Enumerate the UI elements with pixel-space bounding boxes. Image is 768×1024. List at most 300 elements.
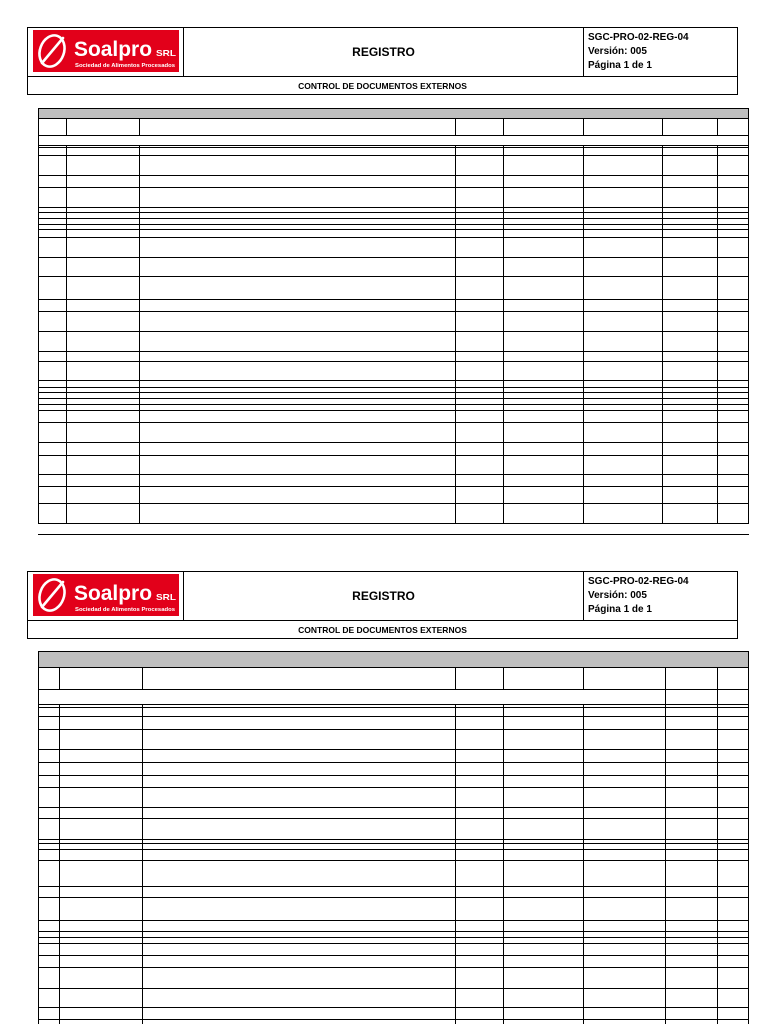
- table-cell: [143, 989, 456, 1007]
- table-cell: [60, 844, 143, 849]
- table-header-cell: [143, 668, 456, 689]
- table-cell: [143, 932, 456, 937]
- table-cell: [456, 443, 504, 455]
- table-row: [39, 258, 748, 277]
- table-cell: [584, 148, 663, 155]
- table-cell: [504, 456, 584, 474]
- table-cell: [39, 475, 67, 486]
- table-cell: [456, 146, 504, 147]
- table-cell: [456, 887, 504, 897]
- document-version: Versión: 005: [588, 590, 647, 601]
- table-cell: [140, 188, 456, 207]
- table-cell: [718, 238, 748, 257]
- table-cell: [584, 776, 666, 787]
- table-row: [39, 411, 748, 423]
- table-header-cell: [39, 119, 67, 135]
- table-header-cell: [140, 119, 456, 135]
- table-cell: [60, 819, 143, 839]
- logo-suffix-text: SRL: [156, 48, 176, 58]
- table-cell: [666, 861, 718, 886]
- table-cell: [456, 312, 504, 331]
- table-cell: [718, 411, 748, 422]
- table-cell: [39, 156, 67, 175]
- table-cell: [504, 763, 584, 775]
- table-cell: [67, 475, 140, 486]
- table-cell: [60, 808, 143, 818]
- table-cell: [67, 487, 140, 503]
- table-cell: [67, 381, 140, 387]
- table-cell: [584, 225, 663, 229]
- table-cell: [67, 176, 140, 187]
- table-cell: [504, 968, 584, 988]
- table-cell: [666, 750, 718, 762]
- table-cell: [584, 381, 663, 387]
- table-cell: [143, 921, 456, 931]
- table-cell: [663, 176, 718, 187]
- table-cell: [67, 277, 140, 299]
- table-header-cell: [584, 668, 666, 689]
- table-cell: [39, 921, 60, 931]
- table-header-cell: [718, 668, 748, 689]
- table-cell: [143, 1008, 456, 1019]
- table-cell: [140, 411, 456, 422]
- table-cell: [666, 788, 718, 807]
- table-cell: [456, 188, 504, 207]
- table-cell: [504, 443, 584, 455]
- table-cell: [140, 475, 456, 486]
- table-cell: [504, 808, 584, 818]
- table-cell: [504, 258, 584, 276]
- table-cell: [60, 1008, 143, 1019]
- table-cell: [67, 225, 140, 229]
- table-cell: [663, 362, 718, 380]
- table-cell: [39, 213, 67, 218]
- table-cell: [504, 938, 584, 943]
- table-cell: [718, 921, 748, 931]
- table-cell: [504, 411, 584, 422]
- table-cell: [718, 362, 748, 380]
- table-cell: [67, 504, 140, 523]
- document-page: Página 1 de 1: [588, 60, 652, 71]
- table-row: [39, 300, 748, 312]
- table-row: [39, 423, 748, 443]
- table-cell: [60, 850, 143, 860]
- table-cell: [504, 225, 584, 229]
- table-cell: [456, 148, 504, 155]
- table-cell: [504, 176, 584, 187]
- table-cell: [718, 819, 748, 839]
- merged-cell: [39, 136, 748, 145]
- document-control-table: [38, 108, 749, 524]
- table-cell: [584, 411, 663, 422]
- table-cell: [504, 312, 584, 331]
- table-cell: [666, 844, 718, 849]
- table-cell: [584, 989, 666, 1007]
- table-cell: [39, 388, 67, 392]
- table-cell: [456, 381, 504, 387]
- table-cell: [456, 332, 504, 351]
- table-cell: [143, 750, 456, 762]
- table-cell: [584, 921, 666, 931]
- table-row: [39, 788, 748, 808]
- table-cell: [718, 399, 748, 404]
- table-cell: [39, 219, 67, 224]
- table-cell: [504, 840, 584, 843]
- table-cell: [504, 213, 584, 218]
- table-cell: [39, 148, 67, 155]
- table-cell: [504, 730, 584, 749]
- table-cell: [718, 300, 748, 311]
- table-cell: [39, 763, 60, 775]
- table-cell: [584, 213, 663, 218]
- table-cell: [39, 238, 67, 257]
- table-cell: [39, 898, 60, 920]
- table-cell: [718, 898, 748, 920]
- table-cell: [718, 381, 748, 387]
- table-cell: [456, 1008, 504, 1019]
- table-cell: [140, 208, 456, 212]
- table-cell: [666, 850, 718, 860]
- table-cell: [456, 156, 504, 175]
- table-cell: [67, 238, 140, 257]
- table-cell: [143, 898, 456, 920]
- table-cell: [456, 258, 504, 276]
- table-cell: [718, 944, 748, 955]
- table-cell: [504, 921, 584, 931]
- table-row: [39, 750, 748, 763]
- table-cell: [584, 312, 663, 331]
- table-cell: [718, 861, 748, 886]
- table-cell: [584, 456, 663, 474]
- table-cell: [67, 332, 140, 351]
- table-cell: [718, 788, 748, 807]
- table-cell: [663, 225, 718, 229]
- logo-brand-text: Soalpro: [74, 38, 152, 61]
- table-cell: [584, 750, 666, 762]
- table-cell: [456, 475, 504, 486]
- table-cell: [143, 763, 456, 775]
- table-cell: [584, 277, 663, 299]
- table-cell: [504, 705, 584, 707]
- table-cell: [456, 708, 504, 716]
- table-cell: [39, 938, 60, 943]
- table-cell: [456, 388, 504, 392]
- table-cell: [504, 148, 584, 155]
- table-cell: [39, 423, 67, 442]
- table-cell: [456, 956, 504, 967]
- table-header-cell: [584, 119, 663, 135]
- table-cell: [718, 188, 748, 207]
- document-title: REGISTRO: [184, 572, 584, 620]
- table-cell: [584, 808, 666, 818]
- table-cell: [663, 219, 718, 224]
- table-cell: [718, 840, 748, 843]
- table-cell: [456, 938, 504, 943]
- table-cell: [456, 932, 504, 937]
- table-cell: [39, 277, 67, 299]
- table-cell: [456, 208, 504, 212]
- table-cell: [584, 475, 663, 486]
- table-cell: [456, 808, 504, 818]
- table-cell: [584, 388, 663, 392]
- table-row: [39, 456, 748, 475]
- table-header-cell: [718, 119, 748, 135]
- table-cell: [663, 312, 718, 331]
- table-cell: [60, 750, 143, 762]
- table-cell: [39, 487, 67, 503]
- table-cell: [39, 1008, 60, 1019]
- table-cell: [718, 312, 748, 331]
- table-cell: [504, 717, 584, 729]
- table-cell: [718, 887, 748, 897]
- table-cell: [718, 456, 748, 474]
- table-cell: [456, 776, 504, 787]
- table-cell: [504, 844, 584, 849]
- table-cell: [39, 844, 60, 849]
- table-cell: [60, 921, 143, 931]
- table-cell: [663, 332, 718, 351]
- table-cell: [143, 808, 456, 818]
- table-cell: [456, 504, 504, 523]
- table-cell: [67, 188, 140, 207]
- table-cell: [39, 405, 67, 410]
- table-cell: [39, 750, 60, 762]
- table-cell: [39, 730, 60, 749]
- table-cell: [456, 968, 504, 988]
- table-cell: [718, 504, 748, 523]
- table-cell: [718, 932, 748, 937]
- table-cell: [39, 705, 60, 707]
- table-cell: [67, 423, 140, 442]
- table-cell: [143, 730, 456, 749]
- table-cell: [666, 989, 718, 1007]
- table-row: [39, 381, 748, 388]
- table-cell: [67, 148, 140, 155]
- table-cell: [504, 1008, 584, 1019]
- table-cell: [39, 411, 67, 422]
- table-cell: [663, 411, 718, 422]
- table-cell: [67, 393, 140, 398]
- table-cell: [39, 399, 67, 404]
- table-cell: [504, 277, 584, 299]
- table-cell: [663, 148, 718, 155]
- table-cell: [584, 258, 663, 276]
- table-cell: [663, 381, 718, 387]
- table-cell: [67, 146, 140, 147]
- form-header: [27, 27, 738, 95]
- table-cell: [140, 156, 456, 175]
- table-row: [39, 504, 748, 524]
- table-cell: [663, 504, 718, 523]
- table-cell: [663, 487, 718, 503]
- table-cell: [718, 808, 748, 818]
- table-row: [39, 944, 748, 956]
- table-cell: [39, 776, 60, 787]
- table-row: [39, 968, 748, 989]
- table-cell: [60, 788, 143, 807]
- table-cell: [718, 219, 748, 224]
- table-cell: [39, 887, 60, 897]
- table-cell: [663, 213, 718, 218]
- table-cell: [39, 188, 67, 207]
- table-cell: [60, 763, 143, 775]
- table-cell: [584, 188, 663, 207]
- table-cell: [456, 411, 504, 422]
- table-header-cell: [60, 668, 143, 689]
- table-cell: [718, 332, 748, 351]
- table-cell: [456, 921, 504, 931]
- table-cell: [584, 504, 663, 523]
- table-row: [39, 148, 748, 156]
- table-cell: [39, 381, 67, 387]
- table-cell: [140, 388, 456, 392]
- table-cell: [504, 146, 584, 147]
- table-cell: [39, 1020, 60, 1024]
- table-cell: [663, 208, 718, 212]
- table-cell: [39, 932, 60, 937]
- table-cell: [456, 213, 504, 218]
- table-cell: [584, 1020, 666, 1024]
- table-cell: [504, 219, 584, 224]
- table-cell: [584, 156, 663, 175]
- table-cell: [39, 944, 60, 955]
- table-cell: [666, 898, 718, 920]
- table-cell: [39, 788, 60, 807]
- table-cell: [456, 840, 504, 843]
- table-cell: [456, 405, 504, 410]
- table-cell: [140, 312, 456, 331]
- table-cell: [143, 1020, 456, 1024]
- table-cell: [504, 362, 584, 380]
- table-row: [39, 921, 748, 932]
- table-row: [39, 176, 748, 188]
- table-cell: [504, 776, 584, 787]
- table-cell: [67, 219, 140, 224]
- table-cell: [666, 944, 718, 955]
- table-cell: [39, 989, 60, 1007]
- table-cell: [666, 840, 718, 843]
- table-cell: [39, 968, 60, 988]
- table-cell: [39, 225, 67, 229]
- table-cell: [504, 989, 584, 1007]
- table-row: [39, 238, 748, 258]
- merged-cell: [39, 690, 666, 704]
- table-cell: [143, 708, 456, 716]
- table-cell: [584, 788, 666, 807]
- table-row: [39, 989, 748, 1008]
- table-cell: [39, 956, 60, 967]
- table-cell: [718, 443, 748, 455]
- table-cell: [584, 176, 663, 187]
- table-cell: [718, 225, 748, 229]
- table-cell: [718, 717, 748, 729]
- table-cell: [718, 989, 748, 1007]
- table-cell: [504, 156, 584, 175]
- table-cell: [60, 861, 143, 886]
- table-header-row: [39, 119, 748, 136]
- soalpro-logo: [33, 30, 179, 72]
- table-cell: [143, 944, 456, 955]
- table-cell: [504, 393, 584, 398]
- table-cell: [140, 258, 456, 276]
- table-cell: [504, 487, 584, 503]
- table-row: [39, 277, 748, 300]
- table-cell: [666, 1008, 718, 1019]
- table-row: [39, 898, 748, 921]
- table-cell: [143, 938, 456, 943]
- logo-tagline-text: Sociedad de Alimentos Procesados: [75, 607, 175, 613]
- table-row: [39, 1008, 748, 1020]
- table-cell: [39, 708, 60, 716]
- table-cell: [140, 146, 456, 147]
- table-cell: [584, 230, 663, 237]
- table-cell: [718, 690, 748, 704]
- table-cell: [584, 405, 663, 410]
- table-cell: [140, 487, 456, 503]
- table-cell: [663, 238, 718, 257]
- table-cell: [718, 705, 748, 707]
- table-cell: [60, 887, 143, 897]
- table-cell: [584, 708, 666, 716]
- table-cell: [143, 776, 456, 787]
- table-row: [39, 1020, 748, 1024]
- table-cell: [140, 456, 456, 474]
- table-cell: [140, 399, 456, 404]
- table-row: [39, 717, 748, 730]
- table-cell: [663, 146, 718, 147]
- table-cell: [67, 156, 140, 175]
- document-version: Versión: 005: [588, 46, 647, 57]
- table-cell: [67, 362, 140, 380]
- table-cell: [584, 717, 666, 729]
- table-cell: [60, 705, 143, 707]
- header-top-row: [28, 28, 737, 77]
- table-cell: [584, 393, 663, 398]
- table-row: [39, 443, 748, 456]
- table-cell: [140, 405, 456, 410]
- table-cell: [584, 208, 663, 212]
- table-cell: [67, 456, 140, 474]
- table-cell: [67, 213, 140, 218]
- table-cell: [456, 844, 504, 849]
- table-cell: [584, 763, 666, 775]
- table-cell: [666, 932, 718, 937]
- logo-suffix-text: SRL: [156, 592, 176, 602]
- logo-brand-text: Soalpro: [74, 582, 152, 605]
- table-row: [39, 352, 748, 362]
- table-cell: [39, 840, 60, 843]
- table-cell: [504, 300, 584, 311]
- table-cell: [143, 968, 456, 988]
- table-cell: [67, 258, 140, 276]
- table-cell: [39, 819, 60, 839]
- table-title-bar: [39, 109, 748, 119]
- table-cell: [718, 487, 748, 503]
- table-cell: [456, 423, 504, 442]
- table-cell: [143, 861, 456, 886]
- table-row: [39, 808, 748, 819]
- table-cell: [60, 776, 143, 787]
- table-cell: [140, 225, 456, 229]
- table-cell: [39, 208, 67, 212]
- table-cell: [60, 938, 143, 943]
- table-cell: [456, 362, 504, 380]
- table-cell: [718, 1008, 748, 1019]
- table-cell: [60, 708, 143, 716]
- table-row: [39, 332, 748, 352]
- table-cell: [504, 1020, 584, 1024]
- table-cell: [504, 788, 584, 807]
